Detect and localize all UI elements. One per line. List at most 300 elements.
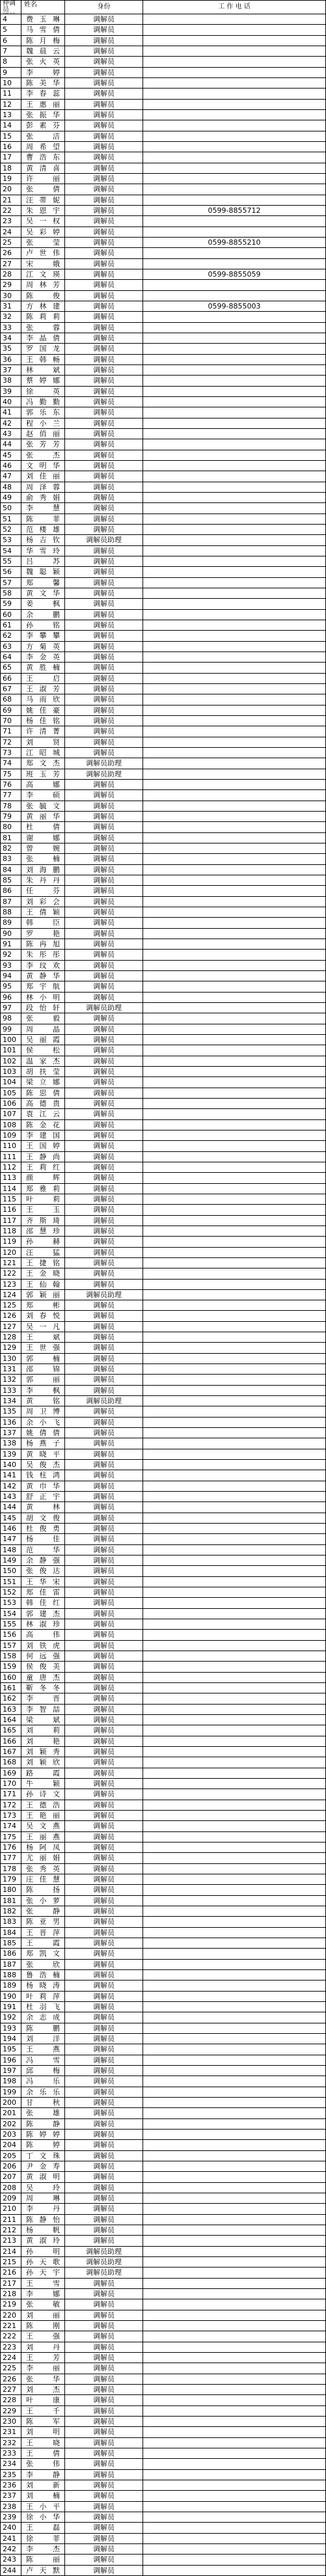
- cell-phone: [143, 1375, 326, 1385]
- cell-role: 调解员: [65, 2448, 143, 2459]
- cell-id: 25: [0, 238, 21, 248]
- cell-id: 141: [0, 1470, 21, 1481]
- cell-phone: [143, 2151, 326, 2161]
- cell-id: 242: [0, 2544, 21, 2555]
- cell-phone: [143, 2427, 326, 2437]
- cell-phone: [143, 407, 326, 418]
- cell-role: 调解员: [65, 110, 143, 120]
- cell-id: 153: [0, 1598, 21, 1608]
- cell-name: 费玉琳: [21, 14, 65, 25]
- cell-phone: [143, 1205, 326, 1215]
- cell-name: 范楼雄: [21, 525, 65, 535]
- cell-phone: [143, 801, 326, 812]
- cell-role: 调解员: [65, 929, 143, 939]
- cell-id: 152: [0, 1587, 21, 1598]
- cell-id: 138: [0, 1438, 21, 1449]
- cell-phone: [143, 344, 326, 354]
- cell-role: 调解员: [65, 301, 143, 312]
- cell-id: 235: [0, 2470, 21, 2480]
- cell-id: 128: [0, 1332, 21, 1343]
- cell-id: 170: [0, 1779, 21, 1789]
- cell-phone: [143, 248, 326, 258]
- cell-phone: [143, 535, 326, 545]
- cell-phone: [143, 1736, 326, 1747]
- cell-role: 调解员: [65, 716, 143, 726]
- cell-name: 李攀攀: [21, 631, 65, 641]
- cell-role: 调解员: [65, 1449, 143, 1460]
- cell-role: 调解员: [65, 2555, 143, 2565]
- cell-role: 调解员: [65, 1949, 143, 1959]
- cell-id: 12: [0, 100, 21, 110]
- cell-role: 调解员: [65, 25, 143, 35]
- cell-role: 调解员: [65, 1917, 143, 1927]
- cell-role: 调解员: [65, 2151, 143, 2161]
- cell-name: 丁文珠: [21, 2151, 65, 2161]
- cell-id: 76: [0, 780, 21, 790]
- cell-phone: [143, 567, 326, 577]
- cell-phone: [143, 2417, 326, 2427]
- cell-name: 陈思倩: [21, 1088, 65, 1099]
- cell-name: 余小飞: [21, 1418, 65, 1428]
- cell-phone: [143, 1364, 326, 1375]
- cell-id: 216: [0, 2268, 21, 2278]
- cell-phone: [143, 1811, 326, 1821]
- cell-role: 调解员: [65, 961, 143, 971]
- cell-name: 曾婉: [21, 843, 65, 854]
- cell-phone: [143, 2406, 326, 2417]
- cell-phone: [143, 2512, 326, 2523]
- cell-role: 调解员: [65, 1268, 143, 1279]
- cell-name: 刘艳: [21, 1736, 65, 1747]
- cell-name: 文明华: [21, 461, 65, 471]
- cell-role: 调解员: [65, 2225, 143, 2236]
- cell-name: 周琳: [21, 2193, 65, 2204]
- cell-phone: [143, 1566, 326, 1576]
- cell-id: 69: [0, 706, 21, 716]
- cell-role: 调解员助理: [65, 1396, 143, 1406]
- cell-id: 234: [0, 2459, 21, 2469]
- cell-id: 16: [0, 142, 21, 152]
- cell-name: 朱丹丹: [21, 875, 65, 886]
- cell-phone: [143, 376, 326, 386]
- cell-role: 调解员: [65, 684, 143, 694]
- cell-name: 侯松: [21, 1045, 65, 1056]
- cell-phone: [143, 578, 326, 588]
- cell-id: 133: [0, 1386, 21, 1396]
- cell-id: 237: [0, 2491, 21, 2501]
- cell-name: 杨帆: [21, 2225, 65, 2236]
- cell-name: 周晶: [21, 1024, 65, 1035]
- cell-phone: [143, 2119, 326, 2130]
- cell-name: 周卫博: [21, 1406, 65, 1417]
- cell-role: 调解员: [65, 2034, 143, 2044]
- cell-role: 调解员: [65, 1885, 143, 1895]
- cell-phone: [143, 2534, 326, 2544]
- cell-phone: [143, 1502, 326, 1513]
- cell-phone: [143, 503, 326, 514]
- cell-name: 李春蕊: [21, 89, 65, 99]
- cell-id: 93: [0, 961, 21, 971]
- cell-id: 51: [0, 514, 21, 525]
- cell-role: 调解员: [65, 780, 143, 790]
- cell-name: 王斌: [21, 1332, 65, 1343]
- cell-name: 郭建杰: [21, 1609, 65, 1619]
- cell-name: 刘洋: [21, 2034, 65, 2044]
- cell-id: 60: [0, 610, 21, 620]
- cell-id: 231: [0, 2427, 21, 2437]
- cell-role: 调解员: [65, 2512, 143, 2523]
- cell-name: 王德浩: [21, 1800, 65, 1811]
- cell-role: 调解员: [65, 152, 143, 163]
- cell-id: 81: [0, 833, 21, 843]
- cell-id: 125: [0, 1300, 21, 1311]
- cell-role: 调解员: [65, 2172, 143, 2182]
- cell-id: 80: [0, 822, 21, 832]
- cell-name: 陈金花: [21, 1120, 65, 1130]
- cell-name: 杨晓涛: [21, 1980, 65, 1991]
- cell-id: 19: [0, 174, 21, 184]
- cell-phone: [143, 2098, 326, 2108]
- cell-phone: [143, 1864, 326, 1874]
- cell-role: 调解员: [65, 291, 143, 301]
- cell-id: 24: [0, 227, 21, 238]
- cell-id: 165: [0, 1725, 21, 1736]
- cell-id: 198: [0, 2076, 21, 2087]
- cell-role: 调解员: [65, 78, 143, 89]
- cell-role: 调解员: [65, 950, 143, 960]
- cell-name: 余静强: [21, 1555, 65, 1566]
- cell-name: 孙赫: [21, 1237, 65, 1247]
- cell-name: 陈婷婷: [21, 2130, 65, 2140]
- cell-id: 23: [0, 216, 21, 226]
- cell-phone: [143, 471, 326, 482]
- cell-name: 王小平: [21, 2502, 65, 2512]
- cell-role: 调解员: [65, 1194, 143, 1205]
- cell-name: 罗国龙: [21, 344, 65, 354]
- cell-id: 65: [0, 663, 21, 673]
- cell-name: 吴文燕: [21, 1821, 65, 1831]
- cell-phone: [143, 865, 326, 875]
- cell-role: 调解员: [65, 1481, 143, 1492]
- cell-phone: [143, 961, 326, 971]
- cell-name: 余乐乐: [21, 2087, 65, 2098]
- cell-role: 调解员: [65, 450, 143, 461]
- cell-name: 王磊: [21, 2523, 65, 2533]
- cell-role: 调解员助理: [65, 2247, 143, 2257]
- cell-phone: [143, 1555, 326, 1566]
- cell-name: 朱彤彤: [21, 950, 65, 960]
- cell-role: 调解员: [65, 2119, 143, 2130]
- cell-id: 13: [0, 110, 21, 120]
- cell-phone: [143, 726, 326, 737]
- cell-name: 王世强: [21, 1343, 65, 1353]
- cell-name: 刘楠: [21, 2491, 65, 2501]
- cell-name: 张秀英: [21, 1864, 65, 1874]
- cell-name: 刘杰: [21, 2385, 65, 2395]
- cell-name: 刘丹: [21, 2342, 65, 2353]
- cell-phone: [143, 2395, 326, 2405]
- cell-id: 212: [0, 2225, 21, 2236]
- cell-name: 陈冉旭: [21, 939, 65, 950]
- cell-role: 调解员: [65, 822, 143, 832]
- cell-role: 调解员: [65, 801, 143, 812]
- cell-name: 姜枫: [21, 599, 65, 609]
- cell-id: 143: [0, 1492, 21, 1502]
- header-phone: 工 作 电 话: [143, 0, 326, 14]
- cell-name: 王淑芳: [21, 684, 65, 694]
- cell-name: 张雄: [21, 2108, 65, 2118]
- cell-role: 调解员: [65, 2140, 143, 2150]
- cell-name: 林斌: [21, 365, 65, 376]
- cell-role: 调解员: [65, 2193, 143, 2204]
- cell-id: 82: [0, 843, 21, 854]
- cell-role: 调解员: [65, 68, 143, 78]
- cell-name: 叶莉萍: [21, 1992, 65, 2002]
- cell-role: 调解员: [65, 1130, 143, 1141]
- cell-phone: [143, 1024, 326, 1035]
- cell-id: 229: [0, 2406, 21, 2417]
- cell-name: 陈扬: [21, 1885, 65, 1895]
- cell-name: 胡文俊: [21, 1513, 65, 1524]
- cell-role: 调解员: [65, 2066, 143, 2076]
- cell-phone: [143, 588, 326, 599]
- cell-name: 郑宇航: [21, 981, 65, 992]
- cell-id: 116: [0, 1205, 21, 1215]
- cell-role: 调解员: [65, 981, 143, 992]
- cell-id: 217: [0, 2279, 21, 2289]
- cell-id: 29: [0, 280, 21, 290]
- cell-id: 213: [0, 2236, 21, 2246]
- cell-role: 调解员: [65, 376, 143, 386]
- cell-name: 余鹏: [21, 610, 65, 620]
- cell-role: 调解员: [65, 737, 143, 748]
- cell-id: 183: [0, 1917, 21, 1927]
- cell-role: 调解员: [65, 1226, 143, 1237]
- cell-phone: [143, 1630, 326, 1640]
- cell-role: 调解员: [65, 599, 143, 609]
- cell-id: 162: [0, 1693, 21, 1704]
- cell-phone: [143, 2087, 326, 2098]
- cell-id: 186: [0, 1949, 21, 1959]
- cell-name: 王晓: [21, 2438, 65, 2448]
- cell-name: 刘颖欣: [21, 1757, 65, 1768]
- cell-name: 刘铁虎: [21, 1641, 65, 1651]
- cell-role: 调解员: [65, 2395, 143, 2405]
- cell-role: 调解员: [65, 1375, 143, 1385]
- cell-id: 129: [0, 1343, 21, 1353]
- cell-phone: [143, 227, 326, 238]
- cell-id: 11: [0, 89, 21, 99]
- cell-id: 163: [0, 1705, 21, 1715]
- cell-id: 68: [0, 694, 21, 705]
- cell-name: 林小明: [21, 993, 65, 1003]
- cell-name: 王惠丽: [21, 100, 65, 110]
- cell-name: 王金晓: [21, 1268, 65, 1279]
- cell-id: 241: [0, 2534, 21, 2544]
- cell-role: 调解员: [65, 503, 143, 514]
- cell-name: 温家杰: [21, 1056, 65, 1067]
- cell-name: 李玟欢: [21, 961, 65, 971]
- cell-name: 陈俊: [21, 291, 65, 301]
- cell-name: 王韩畅: [21, 355, 65, 365]
- cell-phone: [143, 1725, 326, 1736]
- cell-name: 李智喆: [21, 1705, 65, 1715]
- cell-id: 240: [0, 2523, 21, 2533]
- cell-phone: [143, 1524, 326, 1534]
- cell-name: 周泽蓉: [21, 482, 65, 493]
- cell-name: 高德贵: [21, 1099, 65, 1109]
- cell-name: 邵慧珍: [21, 1226, 65, 1237]
- cell-phone: [143, 46, 326, 57]
- cell-phone: [143, 110, 326, 120]
- cell-id: 131: [0, 1364, 21, 1375]
- cell-role: 调解员: [65, 1896, 143, 1906]
- cell-phone: [143, 790, 326, 801]
- cell-role: 调解员: [65, 1418, 143, 1428]
- cell-phone: [143, 1641, 326, 1651]
- cell-name: 梁斌: [21, 1715, 65, 1725]
- cell-id: 149: [0, 1555, 21, 1566]
- cell-role: 调解员: [65, 2502, 143, 2512]
- cell-id: 38: [0, 376, 21, 386]
- cell-id: 199: [0, 2087, 21, 2098]
- cell-name: 姚佳豪: [21, 706, 65, 716]
- cell-name: 彭素芬: [21, 120, 65, 131]
- cell-role: 调解员: [65, 567, 143, 577]
- cell-role: 调解员: [65, 2534, 143, 2544]
- cell-id: 122: [0, 1268, 21, 1279]
- cell-name: 陈菲: [21, 514, 65, 525]
- cell-phone: [143, 461, 326, 471]
- cell-phone: [143, 2161, 326, 2172]
- cell-role: 调解员: [65, 1938, 143, 1949]
- cell-phone: [143, 1928, 326, 1938]
- cell-phone: [143, 610, 326, 620]
- cell-id: 177: [0, 1853, 21, 1863]
- cell-role: 调解员: [65, 1088, 143, 1099]
- cell-role: 调解员: [65, 2279, 143, 2289]
- cell-phone: [143, 854, 326, 864]
- cell-id: 54: [0, 546, 21, 556]
- cell-id: 182: [0, 1906, 21, 1917]
- cell-name: 郭丽: [21, 1375, 65, 1385]
- cell-id: 215: [0, 2257, 21, 2268]
- cell-role: 调解员: [65, 280, 143, 290]
- cell-phone: [143, 2459, 326, 2469]
- cell-name: 陈鹏: [21, 2023, 65, 2034]
- cell-id: 89: [0, 918, 21, 928]
- cell-role: 调解员: [65, 1662, 143, 1672]
- cell-id: 36: [0, 355, 21, 365]
- cell-role: 调解员: [65, 1470, 143, 1481]
- cell-id: 202: [0, 2119, 21, 2130]
- cell-phone: [143, 1619, 326, 1630]
- cell-role: 调解员: [65, 2523, 143, 2533]
- cell-phone: 0599-8855712: [143, 206, 326, 216]
- cell-id: 150: [0, 1566, 21, 1576]
- cell-role: 调解员: [65, 1120, 143, 1130]
- cell-phone: [143, 1311, 326, 1321]
- cell-role: 调解员: [65, 1406, 143, 1417]
- cell-id: 180: [0, 1885, 21, 1895]
- cell-phone: [143, 1545, 326, 1555]
- cell-role: 调解员: [65, 2363, 143, 2374]
- cell-role: 调解员: [65, 131, 143, 142]
- cell-id: 179: [0, 1874, 21, 1885]
- cell-name: 王启: [21, 674, 65, 684]
- cell-phone: [143, 1705, 326, 1715]
- cell-name: 王雪: [21, 2279, 65, 2289]
- cell-role: 调解员: [65, 790, 143, 801]
- cell-name: 李硕: [21, 790, 65, 801]
- cell-role: 调解员: [65, 1035, 143, 1045]
- cell-phone: [143, 1843, 326, 1853]
- cell-phone: [143, 1609, 326, 1619]
- cell-id: 166: [0, 1736, 21, 1747]
- cell-id: 35: [0, 344, 21, 354]
- cell-id: 148: [0, 1545, 21, 1555]
- cell-name: 邵锦: [21, 1364, 65, 1375]
- cell-name: 张欣: [21, 1960, 65, 1970]
- cell-role: 调解员: [65, 1992, 143, 2002]
- cell-id: 86: [0, 886, 21, 896]
- cell-role: 调解员: [65, 2385, 143, 2395]
- cell-id: 238: [0, 2502, 21, 2512]
- cell-phone: [143, 355, 326, 365]
- cell-name: 张俊达: [21, 1566, 65, 1576]
- cell-name: 刘佳丽: [21, 471, 65, 482]
- cell-phone: [143, 1268, 326, 1279]
- cell-role: 调解员: [65, 1109, 143, 1119]
- cell-role: 调解员: [65, 1524, 143, 1534]
- cell-phone: [143, 1248, 326, 1258]
- cell-id: 103: [0, 1067, 21, 1077]
- cell-role: 调解员: [65, 971, 143, 981]
- cell-role: 调解员: [65, 418, 143, 429]
- cell-name: 陈静: [21, 2119, 65, 2130]
- cell-id: 18: [0, 163, 21, 174]
- cell-role: 调解员: [65, 2098, 143, 2108]
- cell-name: 郑文杰: [21, 758, 65, 769]
- cell-name: 刘彩会: [21, 897, 65, 907]
- cell-name: 郑馨: [21, 578, 65, 588]
- cell-role: 调解员: [65, 1980, 143, 1991]
- cell-id: 43: [0, 429, 21, 439]
- cell-role: 调解员: [65, 1757, 143, 1768]
- cell-role: 调解员: [65, 833, 143, 843]
- cell-name: 江文瑛: [21, 269, 65, 280]
- cell-id: 28: [0, 269, 21, 280]
- cell-id: 190: [0, 1992, 21, 2002]
- cell-name: 黄淑玲: [21, 2236, 65, 2246]
- cell-id: 97: [0, 1003, 21, 1013]
- cell-role: 调解员: [65, 2299, 143, 2310]
- cell-role: 调解员: [65, 2002, 143, 2012]
- cell-role: 调解员: [65, 1492, 143, 1502]
- cell-id: 207: [0, 2172, 21, 2182]
- cell-phone: [143, 525, 326, 535]
- cell-role: 调解员: [65, 1725, 143, 1736]
- cell-role: 调解员: [65, 1460, 143, 1470]
- cell-name: 靳冬冬: [21, 1683, 65, 1693]
- cell-phone: [143, 1162, 326, 1173]
- cell-phone: [143, 929, 326, 939]
- cell-name: 张楠: [21, 854, 65, 864]
- cell-role: 调解员: [65, 2321, 143, 2331]
- cell-name: 张莹: [21, 238, 65, 248]
- cell-role: 调解员: [65, 1099, 143, 1109]
- cell-name: 黄淑明: [21, 2172, 65, 2182]
